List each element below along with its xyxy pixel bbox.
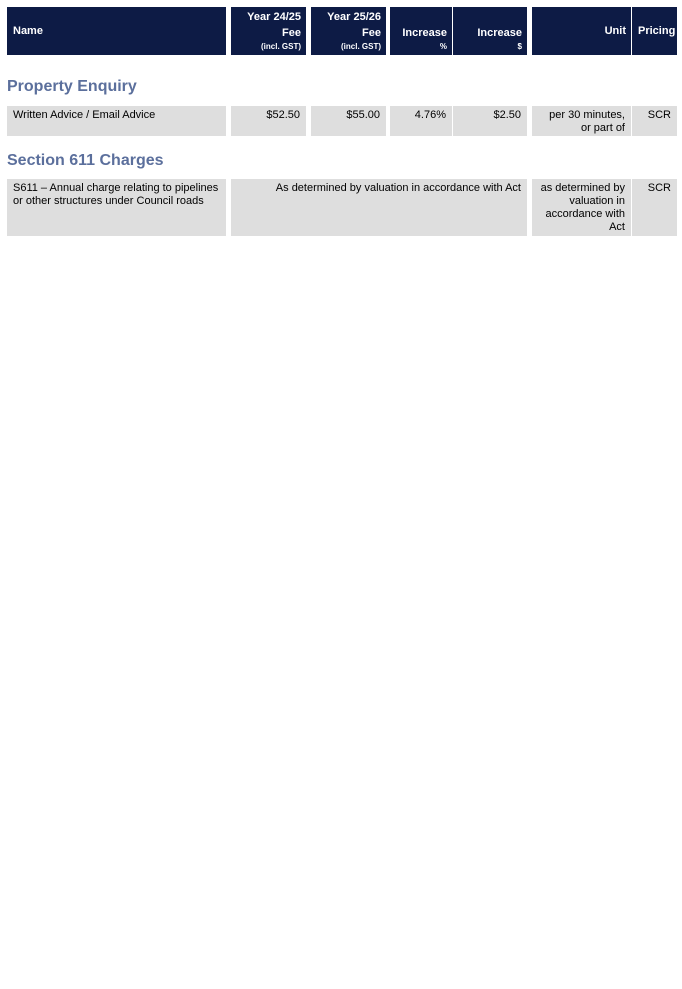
row-unit: as determined by valuation in accordance with Act: [532, 179, 631, 236]
header-pricing: [632, 7, 677, 55]
header-name-label: Name: [13, 25, 43, 37]
section-title-property-enquiry: Property Enquiry: [7, 78, 137, 95]
row-fee-2425: $52.50: [231, 106, 306, 136]
header-increase-dollar-unit: $: [517, 42, 522, 51]
header-fee-2526-year: Year 25/26: [327, 11, 381, 23]
header-increase-dollar: [453, 7, 527, 55]
row-name: S611 – Annual charge relating to pipelines or other structures under Council roads: [7, 179, 226, 236]
header-fee-2425-fee: Fee: [282, 27, 301, 39]
header-increase-percent-unit: %: [439, 42, 447, 51]
header-fee-2425-year: Year 24/25: [247, 11, 301, 23]
section-title-section-611: Section 611 Charges: [7, 152, 164, 169]
header-increase-dollar-label: Increase: [477, 27, 522, 39]
header-increase-percent-label: Increase: [402, 27, 447, 39]
header-unit-label: Unit: [604, 25, 626, 37]
header-fee-2526: [311, 7, 386, 55]
header-fee-2526-gst: (incl. GST): [341, 42, 381, 51]
row-pricing: SCR: [632, 179, 677, 236]
header-increase-percent: [390, 7, 452, 55]
table-header: [7, 7, 677, 55]
row-unit: per 30 minutes, or part of: [532, 106, 631, 136]
row-name: Written Advice / Email Advice: [7, 106, 226, 136]
row-increase-percent: 4.76%: [390, 106, 452, 136]
header-fee-2425: [231, 7, 306, 55]
header-pricing-label: Pricing: [638, 25, 676, 37]
row-fee-2526: $55.00: [311, 106, 386, 136]
header-fee-2425-gst: (incl. GST): [261, 42, 301, 51]
header-name: [7, 7, 226, 55]
header-unit: [532, 7, 631, 55]
fee-schedule-page: [7, 7, 677, 233]
row-pricing: SCR: [632, 106, 677, 136]
row-fee-merged: As determined by valuation in accordance with Act: [231, 179, 527, 236]
row-increase-dollar: $2.50: [453, 106, 527, 136]
header-fee-2526-fee: Fee: [362, 27, 381, 39]
